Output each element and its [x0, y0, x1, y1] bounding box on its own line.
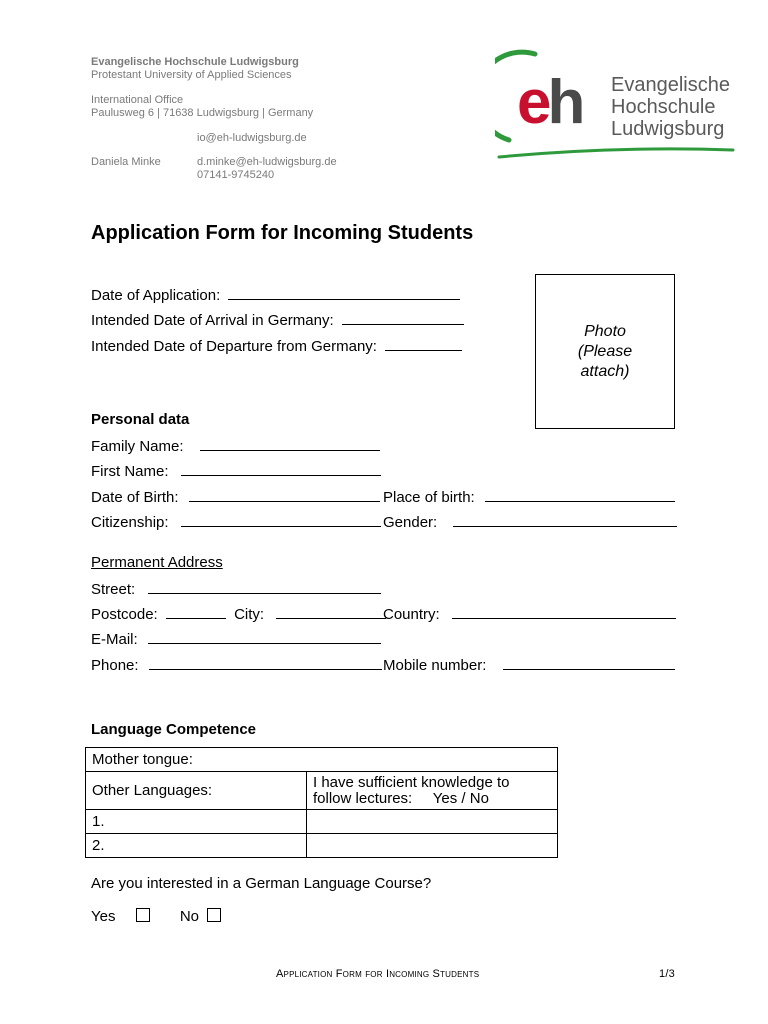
first-name-label: First Name:	[91, 463, 169, 480]
departure-row	[91, 336, 462, 355]
email-row	[91, 629, 381, 648]
family-name-row	[91, 436, 380, 455]
mobile-label: Mobile number:	[383, 657, 487, 674]
first-name-field[interactable]	[181, 461, 381, 476]
logo-word-1: Evangelische	[611, 74, 730, 96]
place-of-birth-label: Place of birth:	[383, 489, 475, 506]
place-of-birth-row	[383, 487, 675, 506]
german-course-options	[91, 908, 221, 925]
yes-checkbox[interactable]	[136, 908, 150, 922]
date-of-birth-row	[91, 487, 380, 506]
gender-label: Gender:	[383, 514, 438, 531]
postcode-city-row	[91, 604, 386, 623]
mobile-field[interactable]	[503, 655, 675, 670]
citizenship-label: Citizenship:	[91, 514, 169, 531]
street-row	[91, 579, 381, 598]
language-2-cell[interactable]: 2.	[86, 834, 307, 858]
phone-field[interactable]	[149, 655, 382, 670]
city-field[interactable]	[276, 604, 386, 619]
gender-row	[383, 512, 677, 531]
date-of-application-label: Date of Application:	[91, 287, 221, 304]
departure-label: Intended Date of Departure from Germany:	[91, 338, 377, 355]
german-course-question: Are you interested in a German Language Course?	[91, 875, 432, 892]
country-row	[383, 604, 676, 623]
language-table	[85, 747, 558, 858]
contact-name: Daniela Minke	[91, 156, 161, 168]
country-field[interactable]	[452, 604, 676, 619]
language-1-knowledge-cell[interactable]	[307, 810, 558, 834]
no-label: No	[179, 908, 200, 925]
knowledge-header-cell: I have sufficient knowledge to follow lectures: Yes / No	[307, 772, 558, 810]
gender-field[interactable]	[453, 512, 677, 527]
family-name-label: Family Name:	[91, 438, 184, 455]
date-of-birth-field[interactable]	[189, 487, 380, 502]
place-of-birth-field[interactable]	[485, 487, 675, 502]
phone-label: Phone:	[91, 657, 139, 674]
postcode-label: Postcode:	[91, 606, 158, 623]
table-row	[86, 772, 558, 810]
mother-tongue-cell[interactable]: Mother tongue:	[86, 748, 558, 772]
footer-title: Application Form for Incoming Students	[276, 968, 480, 980]
yes-label: Yes	[91, 908, 116, 925]
form-title: Application Form for Incoming Students	[91, 222, 474, 244]
contact-email: d.minke@eh-ludwigsburg.de	[197, 156, 337, 168]
street-field[interactable]	[148, 579, 381, 594]
no-checkbox[interactable]	[207, 908, 221, 922]
office-name: International Office	[91, 94, 184, 106]
date-of-application-row	[91, 285, 460, 304]
postcode-field[interactable]	[166, 604, 226, 619]
arrival-row	[91, 310, 464, 329]
photo-box[interactable]	[535, 274, 675, 429]
language-2-knowledge-cell[interactable]	[307, 834, 558, 858]
mobile-row	[383, 655, 675, 674]
university-name: Evangelische Hochschule Ludwigsburg	[91, 56, 299, 68]
first-name-row	[91, 461, 381, 480]
page-number: 1/3	[659, 968, 675, 980]
logo-word-2: Hochschule	[611, 96, 716, 118]
logo-word-3: Ludwigsburg	[611, 118, 725, 140]
university-subtitle: Protestant University of Applied Sciences	[91, 69, 292, 81]
office-address: Paulusweg 6 | 71638 Ludwigsburg | Germany	[91, 107, 314, 119]
city-label: City:	[234, 606, 265, 623]
language-heading: Language Competence	[91, 721, 257, 738]
university-logo	[495, 46, 735, 164]
office-email: io@eh-ludwigsburg.de	[197, 132, 307, 144]
table-row	[86, 834, 558, 858]
street-label: Street:	[91, 581, 136, 598]
language-1-cell[interactable]: 1.	[86, 810, 307, 834]
logo-monogram: eh	[517, 68, 582, 137]
departure-field[interactable]	[385, 336, 462, 351]
country-label: Country:	[383, 606, 440, 623]
arrival-label: Intended Date of Arrival in Germany:	[91, 312, 334, 329]
table-row	[86, 748, 558, 772]
arrival-field[interactable]	[342, 310, 464, 325]
family-name-field[interactable]	[200, 436, 380, 451]
photo-instructions: Photo (Please attach)	[577, 322, 633, 380]
phone-row	[91, 655, 382, 674]
date-of-birth-label: Date of Birth:	[91, 489, 179, 506]
email-label: E-Mail:	[91, 631, 138, 648]
date-of-application-field[interactable]	[228, 285, 460, 300]
table-row	[86, 810, 558, 834]
personal-data-heading: Personal data	[91, 411, 190, 428]
other-languages-cell: Other Languages:	[86, 772, 307, 810]
citizenship-field[interactable]	[181, 512, 381, 527]
email-field[interactable]	[148, 629, 381, 644]
permanent-address-heading: Permanent Address	[91, 554, 223, 571]
contact-phone: 07141-9745240	[197, 169, 275, 181]
citizenship-row	[91, 512, 381, 531]
